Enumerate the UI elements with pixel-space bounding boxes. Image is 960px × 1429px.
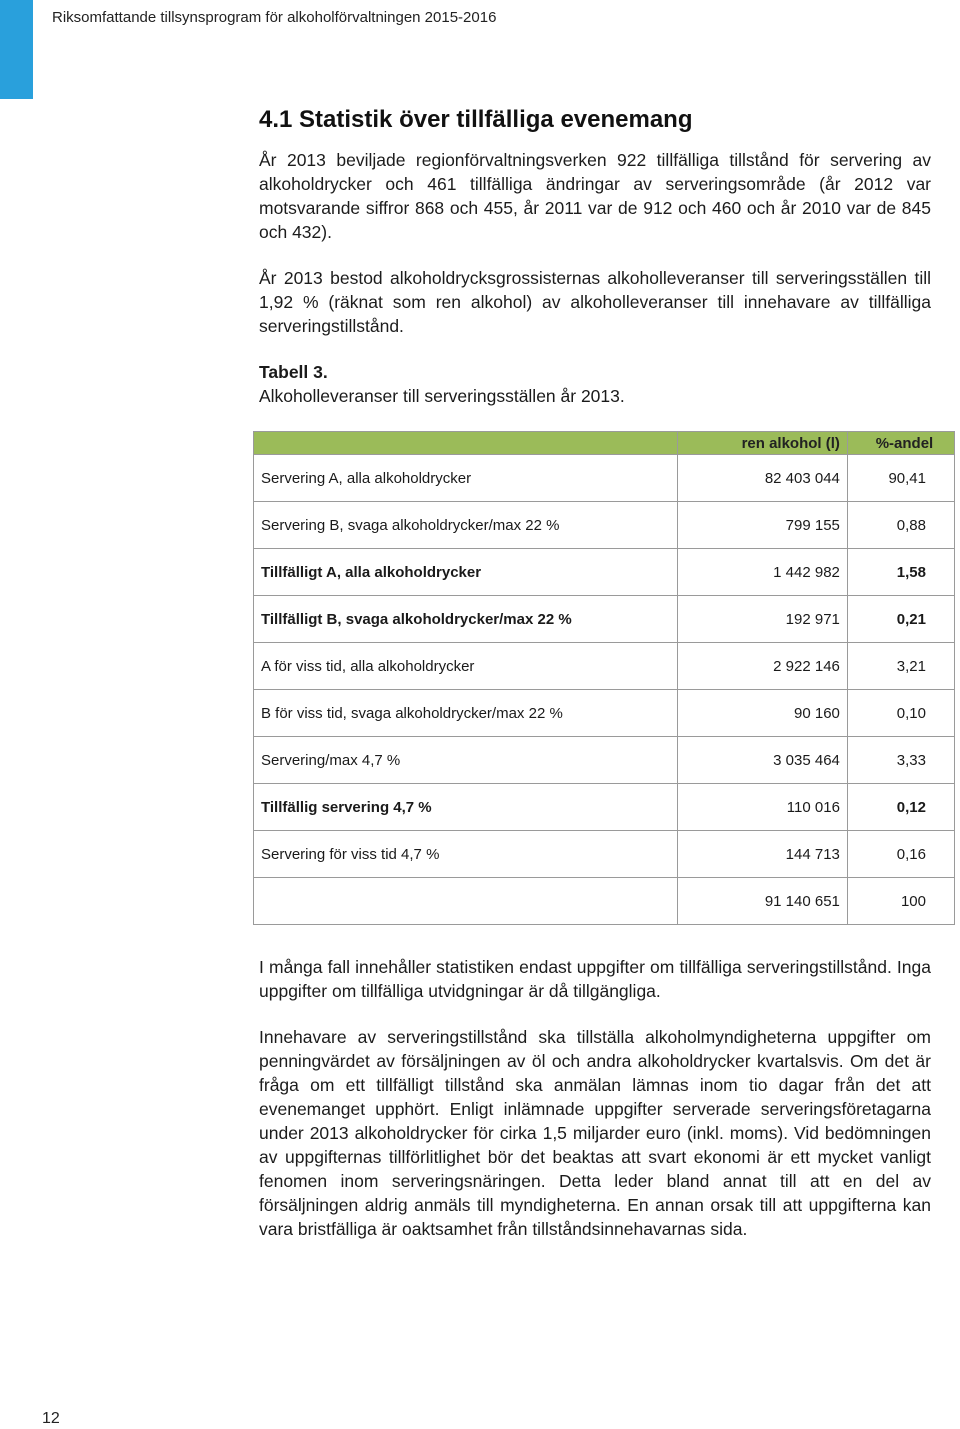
header-accent-bar (0, 0, 33, 99)
cell-ren-alkohol: 3 035 464 (677, 737, 847, 784)
cell-andel: 0,88 (847, 502, 954, 549)
cell-label: Tillfälligt B, svaga alkoholdrycker/max 22 % (254, 596, 678, 643)
column-header: %-andel (847, 432, 954, 455)
running-header: Riksomfattande tillsynsprogram för alkoholförvaltningen 2015-2016 (52, 9, 497, 26)
paragraph: År 2013 bestod alkoholdrycksgrossisternas alkoholleveranser till serveringsställen till 1,92 % (räknat som ren alkohol) av alkoholleveranser till innehavare av tillfälliga serveringstillstånd. (259, 268, 931, 336)
table-caption: Alkoholleveranser till serveringsställen år 2013. (259, 386, 625, 406)
cell-label: A för viss tid, alla alkoholdrycker (254, 643, 678, 690)
cell-ren-alkohol: 192 971 (677, 596, 847, 643)
cell-ren-alkohol: 2 922 146 (677, 643, 847, 690)
table-row (254, 690, 955, 737)
column-header (254, 432, 678, 455)
cell-andel: 90,41 (847, 455, 954, 502)
cell-andel: 3,33 (847, 737, 954, 784)
table-label: Tabell 3. (259, 362, 328, 382)
table-row (254, 455, 955, 502)
cell-label (254, 878, 678, 925)
cell-andel: 0,16 (847, 831, 954, 878)
cell-ren-alkohol: 110 016 (677, 784, 847, 831)
table-row (254, 596, 955, 643)
cell-andel: 100 (847, 878, 954, 925)
table-row (254, 831, 955, 878)
delivery-table (253, 431, 955, 925)
cell-ren-alkohol: 90 160 (677, 690, 847, 737)
cell-label: Servering A, alla alkoholdrycker (254, 455, 678, 502)
table-row (254, 502, 955, 549)
cell-andel: 0,10 (847, 690, 954, 737)
column-header: ren alkohol (l) (677, 432, 847, 455)
table-header-row (254, 432, 955, 455)
paragraph: År 2013 beviljade regionförvaltningsverken 922 tillfälliga tillstånd för servering av alkoholdrycker och 461 tillfälliga ändringar av serveringsområde (år 2012 var motsvarande siffror 868 och 455, år 2011 var de 912 och 460 och år 2010 var de 845 och 432). (259, 150, 931, 242)
table-row (254, 737, 955, 784)
section-heading: 4.1 Statistik över tillfälliga evenemang (259, 106, 693, 133)
cell-label: B för viss tid, svaga alkoholdrycker/max 22 % (254, 690, 678, 737)
cell-andel: 3,21 (847, 643, 954, 690)
cell-label: Servering för viss tid 4,7 % (254, 831, 678, 878)
cell-andel: 1,58 (847, 549, 954, 596)
cell-ren-alkohol: 144 713 (677, 831, 847, 878)
table-row (254, 549, 955, 596)
table-row (254, 643, 955, 690)
cell-ren-alkohol: 82 403 044 (677, 455, 847, 502)
cell-label: Servering B, svaga alkoholdrycker/max 22 % (254, 502, 678, 549)
cell-label: Tillfälligt A, alla alkoholdrycker (254, 549, 678, 596)
cell-label: Servering/max 4,7 % (254, 737, 678, 784)
page-number: 12 (42, 1410, 60, 1427)
cell-ren-alkohol: 1 442 982 (677, 549, 847, 596)
cell-andel: 0,21 (847, 596, 954, 643)
paragraph: I många fall innehåller statistiken endast uppgifter om tillfälliga serveringstillstånd. Inga uppgifter om tillfälliga utvidgningar är då tillgängliga. (259, 957, 931, 1001)
cell-andel: 0,12 (847, 784, 954, 831)
cell-ren-alkohol: 91 140 651 (677, 878, 847, 925)
table-row (254, 878, 955, 925)
table-row (254, 784, 955, 831)
table-body (254, 455, 955, 925)
cell-ren-alkohol: 799 155 (677, 502, 847, 549)
paragraph: Innehavare av serveringstillstånd ska tillställa alkoholmyndigheterna uppgifter om penningvärdet av försäljningen av öl och andra alkoholdrycker kvartalsvis. Om det är fråga om ett tillfälligt tillstånd ska anmälan lämnas inom tio dagar från det att evenemanget upphört. Enligt inlämnade uppgifter serverade serveringsföretagarna under 2013 alkoholdrycker för cirka 1,5 miljarder euro (inkl. moms). Vid bedömningen av uppgifternas tillförlitlighet bör det beaktas att svart ekonomi är ett mycket vanligt fenomen inom serveringsnäringen. Detta leder bland annat till att en del av försäljningen aldrig anmäls till myndigheterna. En annan orsak till att uppgifterna kan vara bristfälliga är oaktsamhet från tillståndsinnehavarnas sida. (259, 1027, 931, 1239)
cell-label: Tillfällig servering 4,7 % (254, 784, 678, 831)
